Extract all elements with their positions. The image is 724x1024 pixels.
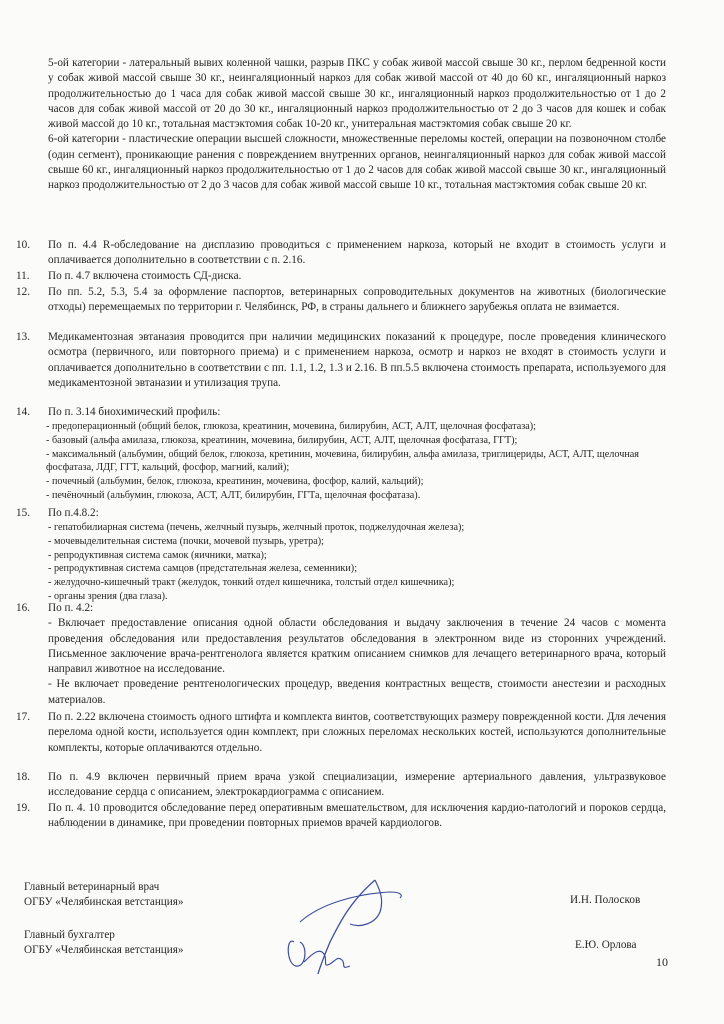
item-paragraph: - Не включает проведение рентгенологических процедур, введения контрастных веществ, стоимости анестезии и расходных материалов. [48, 678, 666, 706]
sublist-item: - максимальный (альбумин, общий белок, глюкоза, кретинин, мочевина, билирубин, альфа амилаза, триглицериды, АСТ, АЛТ, щелочная фосфатаза, ЛДГ, ГГТ, кальций, фосфор, магний, калий); [46, 448, 639, 474]
item-number: 15. [16, 507, 30, 519]
item-number: 17. [16, 711, 30, 723]
item-number: 13. [16, 331, 30, 343]
item-text: По п. 4.7 включена стоимость СД-диска. [48, 270, 242, 282]
item-number: 19. [16, 802, 30, 814]
item-text: По п. 4.4 R-обследование на дисплазию проводиться с применением наркоза, который не входит в стоимость услуги и оплачивается дополнительно в соответствии с п. 2.16. [48, 239, 666, 267]
sublist-item: - предоперационный (общий белок, глюкоза, креатинин, мочевина, билирубин, АСТ, АЛТ, щелочная фосфатаза); [46, 421, 537, 433]
chief-accountant-title: Главный бухгалтер ОГБУ «Челябинская ветстанция» [24, 929, 184, 956]
sublist-item: - почечный (альбумин, белок, глюкоза, креатинин, мочевина, фосфор, калий, кальций); [46, 476, 424, 488]
biochem-profile-list [46, 420, 666, 502]
list-item-18 [16, 770, 666, 801]
chief-accountant-name: Е.Ю. Орлова [575, 939, 637, 951]
list-item-13 [16, 330, 666, 391]
item-number: 18. [16, 771, 30, 783]
sublist-item: - мочевыделительная система (почки, мочевой пузырь, уретра); [48, 536, 325, 547]
item-paragraph: - Включает предоставление описания одной области обследования и выдачу заключения в течение 24 часов с момента проведения обследования или предоставления результатов обследования в электронном виде из сторонних учреждений. Письменное заключение врача-рентгенолога является кратким описанием снимков для лечащего ветеринарного врача, который направил животное на исследование. [48, 617, 666, 676]
sublist-item: - репродуктивная система самцов (предстательная железа, семенники); [48, 563, 358, 575]
list-item-15 [16, 506, 666, 604]
item-text: Медикаментозная эвтаназия проводится при наличии медицинских показаний к процедуре, после проведения клинического осмотра (первичного, или повторного приема) и с применением наркоза, осмотр и наркоз не входят в стоимость услуги и оплачивается дополнительно в соответствии с пп. 1.1, 1.2, 1.3 и 2.16. В пп.5.5 включена стоимость препарата, используемого для медикаментозной эвтаназии и утилизация трупа. [48, 331, 666, 389]
chief-vet-title: Главный ветеринарный врач ОГБУ «Челябинская ветстанция» [24, 881, 184, 908]
item-number: 12. [16, 286, 30, 298]
intro-block [48, 56, 666, 194]
item-text: По п. 3.14 биохимический профиль: [48, 406, 221, 418]
sublist-item: - желудочно-кишечный тракт (желудок, тонкий отдел кишечника, толстый отдел кишечника); [48, 577, 455, 589]
item-text: По п. 4. 10 проводится обследование перед оперативным вмешательством, для исключения кардио-патологий и пороков сердца, наблюдении в динамике, при проведении повторных приемов врачей кардиологов. [48, 802, 666, 830]
list-item-19 [16, 801, 666, 832]
item-number: 11. [16, 270, 30, 282]
list-item-17 [16, 710, 666, 756]
item-text: По п. 4.9 включен первичный прием врача узкой специализации, измерение артериального давления, ультразвуковое исследование сердца с описанием, электрокардиограмма с описанием. [48, 771, 666, 799]
sublist-item: - печёночный (альбумин, глюкоза, АСТ, АЛТ, билирубин, ГГТа, щелочная фосфатаза). [46, 489, 421, 501]
sublist-item: - базовый (альфа амилаза, глюкоза, креатинин, мочевина, билирубин, АСТ, АЛТ, щелочная фосфатаза, ГГТ); [46, 435, 518, 446]
list-item-10 [16, 238, 666, 269]
list-item-16 [16, 601, 666, 708]
item-text: По п.4.8.2: [48, 507, 99, 519]
item-text: По п. 4.2: [48, 602, 94, 614]
sublist-item: - органы зрения (два глаза). [48, 590, 168, 602]
item-text: По п. 2.22 включена стоимость одного штифта и комплекта винтов, соответствующих размеру поврежденной кости. Для лечения перелома одной кости, используется один комплект, при сложных переломах нескольких костей, используются дополнительные комплекты, которые оплачиваются отдельно. [48, 711, 666, 754]
handwritten-signature-icon [280, 872, 420, 982]
item-number: 14. [16, 406, 30, 418]
category-6-paragraph: 6-ой категории - пластические операции высшей сложности, множественные переломы костей, операции на позвоночном столбе (один сегмент), проникающие ранения с повреждением внутренних органов, неингаляционный наркоз для собак живой массой свыше 60 кг., ингаляционный наркоз продолжительностью от 1 до 2 часов для собак живой массой свыше 30 кг., ингаляционный наркоз продолжительностью от 2 до 3 часов для собак живой массой свыше 10 кг., тотальная мастэктомия собак свыше 20 кг. [48, 133, 666, 192]
list-item-14 [16, 405, 666, 503]
item-number: 16. [16, 602, 30, 614]
category-5-paragraph: 5-ой категории - латеральный вывих коленной чашки, разрыв ПКС у собак живой массой свыше 30 кг., перлом бедренной кости у собак живой массой свыше 30 кг., неингаляционный наркоз для собак живой массой от 40 до 60 кг., ингаляционный наркоз продолжительностью до 1 часа для собак живой массой свыше 30 кг., ингаляционный наркоз продолжительностью от 1 до 2 часов для собак живой массой от 20 до 30 кг., ингаляционный наркоз продолжительностью от 2 до 3 часов для кошек и собак живой массой до 10 кг., тотальная мастэктомия собак 10-20 кг., унитеральная мастэктомия собак свыше 20 кг. [48, 57, 666, 131]
sublist-item: - гепатобилиарная система (печень, желчный пузырь, желчный проток, поджелудочная железа); [48, 522, 465, 534]
sublist-item: - репродуктивная система самок (яичники, матка); [48, 549, 267, 561]
list-item-12 [16, 285, 666, 316]
list-item-11 [16, 269, 666, 284]
item-text: По пп. 5.2, 5.3, 5.4 за оформление паспортов, ветеринарных сопроводительных документов на животных (биологические отходы) перемещаемых по территории г. Челябинск, РФ, в страны дальнего и ближнего зарубежья оплата не взимается. [48, 286, 666, 314]
chief-vet-name: И.Н. Полосков [570, 894, 641, 906]
page-number: 10 [656, 955, 668, 969]
item-number: 10. [16, 239, 30, 251]
